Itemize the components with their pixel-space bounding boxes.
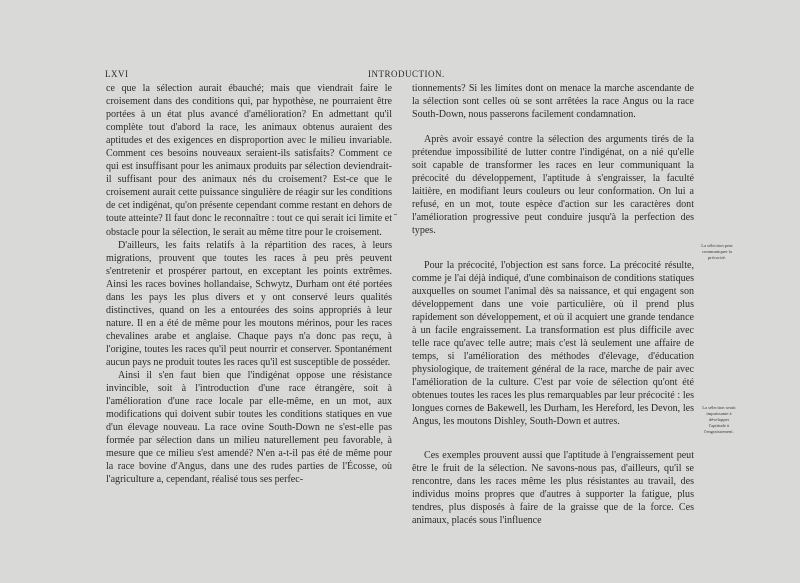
- margin-note: La sélection serait impuissante à développer l'aptitude à l'engraissement.: [702, 405, 736, 434]
- paragraph: tionnements? Si les limites dont on menace la marche ascendante de la sélection sont celles où se sont arrêtées la race Angus ou la race South-Down, nous passerons facilement condamnation.: [412, 83, 694, 121]
- page-number: LXVI: [105, 69, 129, 79]
- left-column: [106, 82, 392, 486]
- paragraph: Ces exemples prouvent aussi que l'aptitude à l'engraissement peut être le fruit de la sélection. Ne savons-nous pas, d'ailleurs, qu'il se rencontre, dans les races même les plus résistantes au travail, des individus moins propres que d'autres à supporter la fatigue, plus tendres, plus disposés à faire de la graisse que de la force. Ces animaux, placés sous l'influence: [412, 450, 694, 527]
- paragraph: D'ailleurs, les faits relatifs à la répartition des races, à leurs migrations, prouvent que toutes les races à peu près peuvent s'entretenir et prospérer partout, en exceptant les points extrêmes. Ainsi les races bovines hollandaise, Schwytz, Durham ont été portées dans les pays les plus divers et y ont conservé leurs qualités distinctives, quand on les a entourées des soins appropriés à leur nature. Il en a été de même pour les moutons mérinos, pour les races chevalines arabe et anglaise. Chaque pays n'a donc pas reçu, à l'origine, toutes les races qu'il peut nourrir et conserver. Spontanément aucun pays ne produit toutes les races qu'il est susceptible de posséder.: [106, 239, 392, 368]
- paragraph: Pour la précocité, l'objection est sans force. La précocité résulte, comme je l'ai déjà indiqué, d'une combinaison de conditions statiques auxquelles on soumet l'animal dès sa naissance, et qui engagent son développement dans une voie particulière, où il prend plus rapidement son développement, et où il acquiert une grande tendance à un facile engraissement. La transformation est plus difficile avec telle race qu'avec telle autre; mais c'est là seulement une affaire de temps, si l'amélioration des méthodes d'élevage, d'éducation physiologique, de traitement général de la race, marche de pair avec l'amélioration de la culture. C'est par voie de sélection qu'ont été obtenues toutes les races les plus remarquables par leur précocité : les longues cornes de Bakewell, les Durham, les Hereford, les Devon, les Angus, les moutons Dishley, South-Down et autres.: [412, 259, 694, 428]
- margin-note: La sélection peut communiquer la précocité.: [701, 243, 733, 260]
- running-title: INTRODUCTION.: [368, 69, 445, 79]
- right-column: [412, 82, 694, 527]
- margin-mark: [394, 214, 397, 215]
- paragraph: Après avoir essayé contre la sélection des arguments tirés de la prétendue impossibilité de lutter contre l'indigénat, on a nié qu'elle soit capable de transformer les races en leur communiquant la précocité du développement, l'aptitude à s'engraisser, la faculté laitière, en modifiant leurs couleurs ou leur conformation. On lui a refusé, en un mot, toute espèce d'action sur les caractères dont l'amélioration progressive peut conduire jusqu'à la perfection des types.: [412, 134, 694, 237]
- paragraph: Ainsi il s'en faut bien que l'indigénat oppose une résistance invincible, soit à l'introduction d'une race étrangère, soit à l'amélioration d'une race locale par elle-même, en un mot, aux modifications qui doivent subir toutes les conditions statiques en vue d'un élevage nouveau. La race ovine South-Down ne s'est-elle pas formée par sélection dans un milieu naturellement peu favorable, à mesure que ce milieu s'est amendé? N'en a-t-il pas été de même pour la race bovine d'Angus, dans une des rudes parties de l'Écosse, où l'agriculture a, cependant, réalisé tous ses perfec-: [106, 370, 392, 486]
- paragraph: ce que la sélection aurait ébauché; mais que viendrait faire le croisement dans des conditions qui, par hypothèse, ne pourraient être portées à un état plus avancé d'amélioration? En admettant qu'il complète tout d'abord la race, les animaux obtenus auraient des aptitudes et des exigences en disproportion avec le milieu invariable. Comment ces besoins nouveaux seraient-ils satisfaits? Comment ce qui est insuffisant pour les animaux produits par sélection deviendrait-il suffisant pour des animaux nés du croisement? Est-ce que le croisement aurait cette puissance singulière de réagir sur les conditions de cet indigénat, qu'on présente cependant comme restant en dehors de toute atteinte? Il faut donc le reconnaître : tout ce qui serait ici limite et obstacle pour la sélection, le serait au même titre pour le croisement.: [106, 83, 392, 238]
